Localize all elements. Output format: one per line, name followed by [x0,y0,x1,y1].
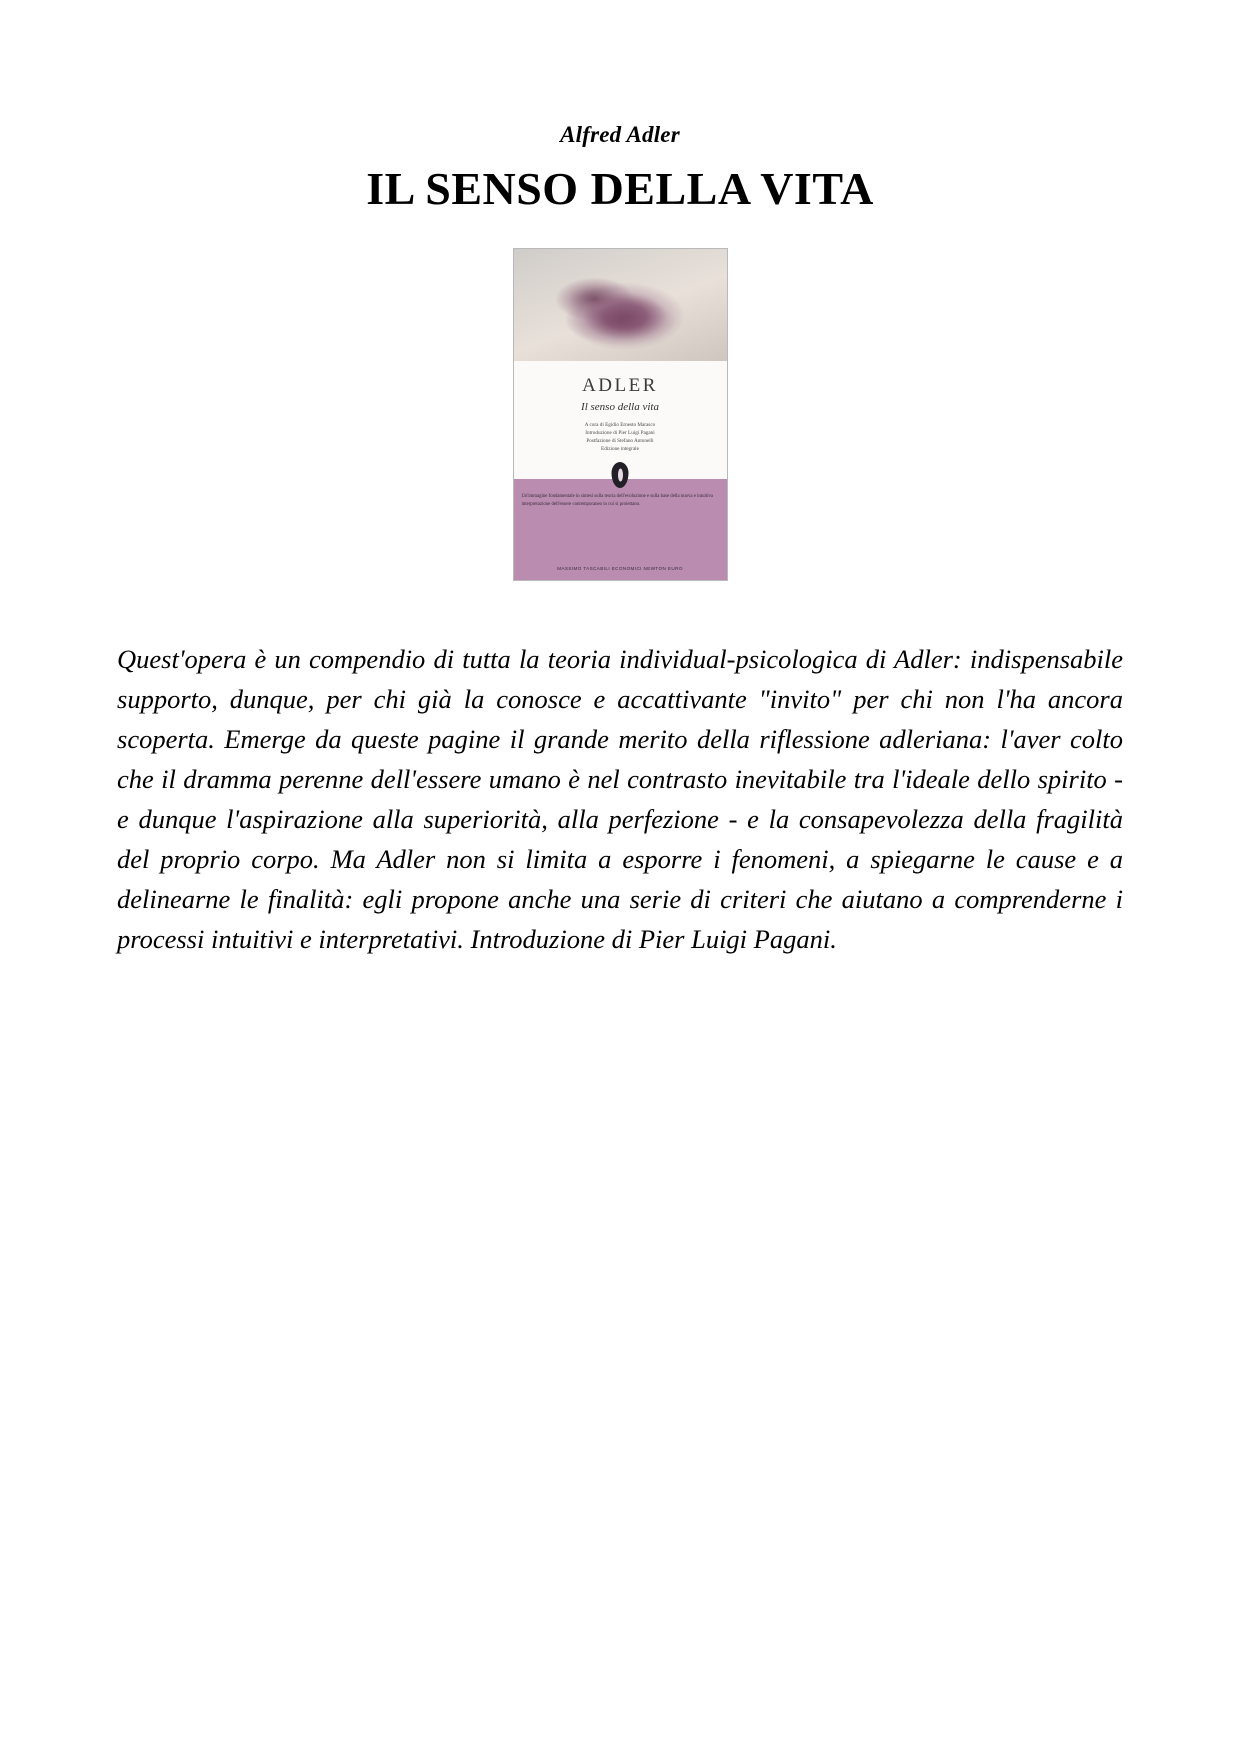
cover-footer-text: MASSIMO TASCABILI ECONOMICI NEWTON EURO [557,566,683,571]
cover-brand-text: ADLER [582,375,658,396]
cover-credits-text: A cura di Egidio Ernesto Marasco Introduzione di Pier Luigi Pagani Postfazione di Stefano Antonelli Edizione integrale [584,422,656,452]
book-title: IL SENSO DELLA VITA [366,163,874,214]
book-cover-container [0,248,1240,581]
cover-subtitle-text: Il senso della vita [581,401,659,413]
book-description: Quest'opera è un compendio di tutta la teoria individual-psicologica di Adler: indispensabile supporto, dunque, per chi già la conosce e accattivante "invito" per chi non l'ha ancora scoperta. Emerge da queste pagine il grande merito della riflessione adleriana: l'aver colto che il dramma perenne dell'essere umano è nel contrasto inevitabile tra l'ideale dello spirito - e dunque l'aspirazione alla superiorità, alla perfezione - e la consapevolezza della fragilità del proprio corpo. Ma Adler non si limita a esporre i fenomeni, a spiegarne le cause e a delinearne le finalità: egli propone anche una serie di criteri che aiutano a comprenderne i processi intuitivi e interpretativi. Introduzione di Pier Luigi Pagani. [117,644,1123,954]
book-author: Alfred Adler [560,122,680,147]
cover-blurb-text: Un'immagine fondamentale in sintesi sulla teoria dell'evoluzione e sulla base della nuova e intuitiva interpretazione dell'essere contemporaneo in cui si proiettano. [521,494,714,507]
book-cover-image [513,248,728,581]
cover-photograph [514,249,727,361]
